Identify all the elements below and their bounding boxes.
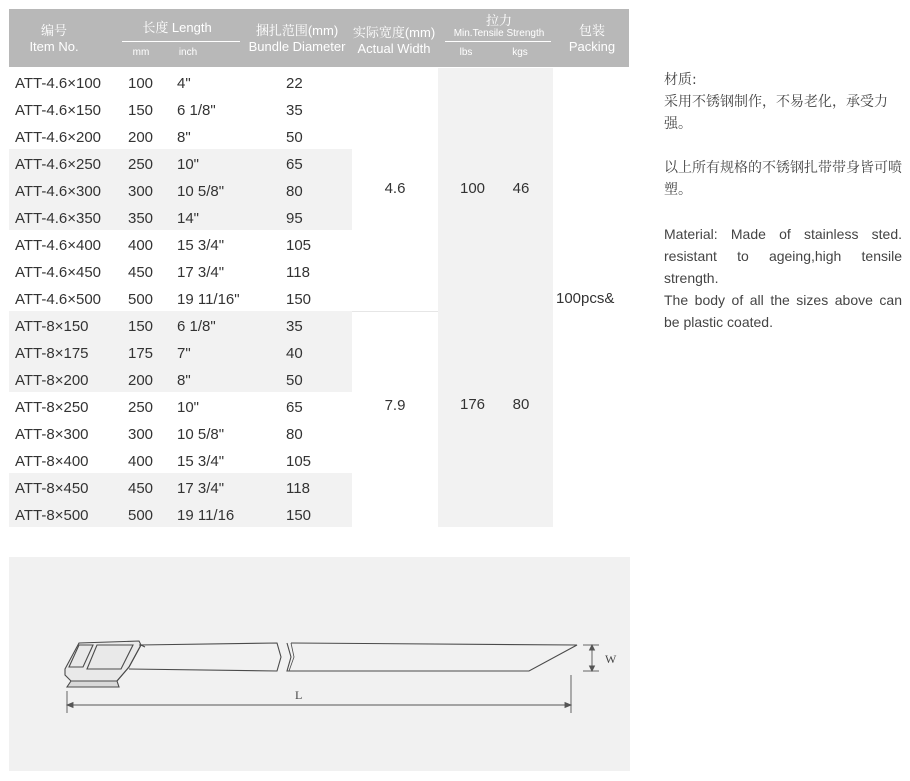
table-row [9,205,429,232]
length-inch-cell: 4" [177,75,191,92]
item-no-cell: ATT-8×200 [15,372,89,389]
bundle-diameter-cell: 105 [286,237,312,254]
length-inch-cell: 19 11/16 [177,507,235,524]
bundle-diameter-cell: 150 [286,507,312,524]
header-length-rule [122,41,240,42]
length-inch-cell: 7" [177,345,191,362]
length-inch-cell: 17 3/4" [177,264,225,281]
length-inch-cell: 8" [177,372,191,389]
width-dimension-label: W [605,652,617,666]
bundle-diameter-cell: 65 [286,156,303,173]
length-inch-cell: 17 3/4" [177,480,225,497]
length-mm-cell: 250 [128,399,154,416]
cable-tie-diagram [9,557,630,771]
item-no-cell: ATT-4.6×100 [15,75,102,92]
table-header [9,9,629,67]
bundle-diameter-cell: 50 [286,129,303,146]
group2-width: 7.9 [384,397,406,414]
length-mm-cell: 250 [128,156,154,173]
group2-lbs: 176 [459,396,486,413]
length-mm-cell: 400 [128,237,154,254]
cable-tie-drawing [9,557,630,771]
header-packing-en: Packing [568,39,616,54]
coat-en-text: The body of all the sizes above can be plastic coated. [664,292,902,330]
length-mm-cell: 350 [128,210,154,227]
bundle-diameter-cell: 80 [286,426,303,443]
length-inch-cell: 6 1/8" [177,318,216,335]
item-no-cell: ATT-4.6×200 [15,129,102,146]
header-tensile-kgs: kgs [512,47,528,58]
material-en-text: Material: Made of stainless sted. resistant to ageing,high tensile strength. [664,226,902,286]
length-mm-cell: 200 [128,129,154,146]
tensile-column-band [438,68,553,527]
length-mm-cell: 200 [128,372,154,389]
length-inch-cell: 15 3/4" [177,453,225,470]
group1-lbs: 100 [459,180,486,197]
item-no-cell: ATT-8×300 [15,426,89,443]
packing-value: 100pcs& [556,290,615,307]
header-width-en: Actual Width [357,41,431,56]
table-row [9,340,429,367]
item-no-cell: ATT-4.6×300 [15,183,102,200]
length-mm-cell: 175 [128,345,154,362]
group1-kgs: 46 [512,180,530,197]
length-mm-cell: 500 [128,507,154,524]
table-row [9,259,429,286]
length-mm-cell: 450 [128,480,154,497]
bundle-diameter-cell: 118 [286,264,310,281]
item-no-cell: ATT-8×175 [15,345,89,362]
bundle-diameter-cell: 35 [286,102,303,119]
bundle-diameter-cell: 65 [286,399,303,416]
item-no-cell: ATT-8×400 [15,453,89,470]
length-inch-cell: 10 5/8" [177,183,225,200]
item-no-cell: ATT-4.6×350 [15,210,102,227]
item-no-cell: ATT-8×500 [15,507,89,524]
table-row [9,97,429,124]
item-no-cell: ATT-4.6×400 [15,237,102,254]
table-row [9,313,429,340]
item-no-cell: ATT-4.6×150 [15,102,102,119]
table-row [9,151,429,178]
bundle-diameter-cell: 150 [286,291,312,308]
bundle-diameter-cell: 105 [286,453,312,470]
material-zh-text: 采用不锈钢制作，不易老化，承受力强。 [664,94,888,132]
bundle-diameter-cell: 35 [286,318,303,335]
bundle-diameter-cell: 80 [286,183,303,200]
table-row [9,475,429,502]
length-inch-cell: 10" [177,156,200,173]
length-mm-cell: 400 [128,453,154,470]
bundle-diameter-cell: 50 [286,372,303,389]
length-inch-cell: 14" [177,210,200,227]
header-tensile-rule [445,41,551,42]
coat-zh-text: 以上所有规格的不锈钢扎带带身皆可喷塑。 [664,160,902,198]
length-inch-cell: 8" [177,129,191,146]
table-row [9,367,429,394]
length-inch-cell: 19 11/16" [177,291,240,308]
table-row [9,70,429,97]
header-width-zh: 实际宽度(mm) [352,25,436,40]
length-mm-cell: 100 [128,75,154,92]
table-row [9,232,429,259]
item-no-cell: ATT-8×150 [15,318,89,335]
header-length: 长度 Length [142,20,212,35]
length-dimension-label: L [295,688,303,702]
length-mm-cell: 450 [128,264,154,281]
length-inch-cell: 10" [177,399,200,416]
bundle-diameter-cell: 95 [286,210,303,227]
header-item-zh: 编号 [40,23,67,38]
bundle-diameter-cell: 118 [286,480,310,497]
header-tensile-zh: 拉力 [485,13,512,28]
group1-width: 4.6 [384,180,406,197]
group2-kgs: 80 [512,396,530,413]
item-no-cell: ATT-4.6×500 [15,291,102,308]
header-bundle-en: Bundle Diameter [248,39,346,54]
length-mm-cell: 300 [128,426,154,443]
item-no-cell: ATT-8×250 [15,399,89,416]
header-tensile-lbs: lbs [459,47,473,58]
table-row [9,286,429,313]
table-row [9,421,429,448]
header-length-mm: mm [132,47,150,58]
description-panel [664,69,902,333]
table-row [9,124,429,151]
item-no-cell: ATT-4.6×250 [15,156,102,173]
bundle-diameter-cell: 40 [286,345,303,362]
length-inch-cell: 10 5/8" [177,426,225,443]
length-mm-cell: 300 [128,183,154,200]
length-mm-cell: 150 [128,102,154,119]
length-mm-cell: 500 [128,291,154,308]
header-item-en: Item No. [29,39,79,54]
header-tensile-en: Min.Tensile Strength [453,28,545,39]
material-zh-label: 材质: [664,72,697,88]
table-row [9,448,429,475]
item-no-cell: ATT-4.6×450 [15,264,102,281]
item-no-cell: ATT-8×450 [15,480,89,497]
header-length-inch: inch [178,47,198,58]
length-mm-cell: 150 [128,318,154,335]
length-inch-cell: 15 3/4" [177,237,225,254]
length-inch-cell: 6 1/8" [177,102,216,119]
header-bundle-zh: 捆扎范围(mm) [255,23,339,38]
bundle-diameter-cell: 22 [286,75,303,92]
header-packing-zh: 包装 [578,23,605,38]
table-row [9,502,429,529]
